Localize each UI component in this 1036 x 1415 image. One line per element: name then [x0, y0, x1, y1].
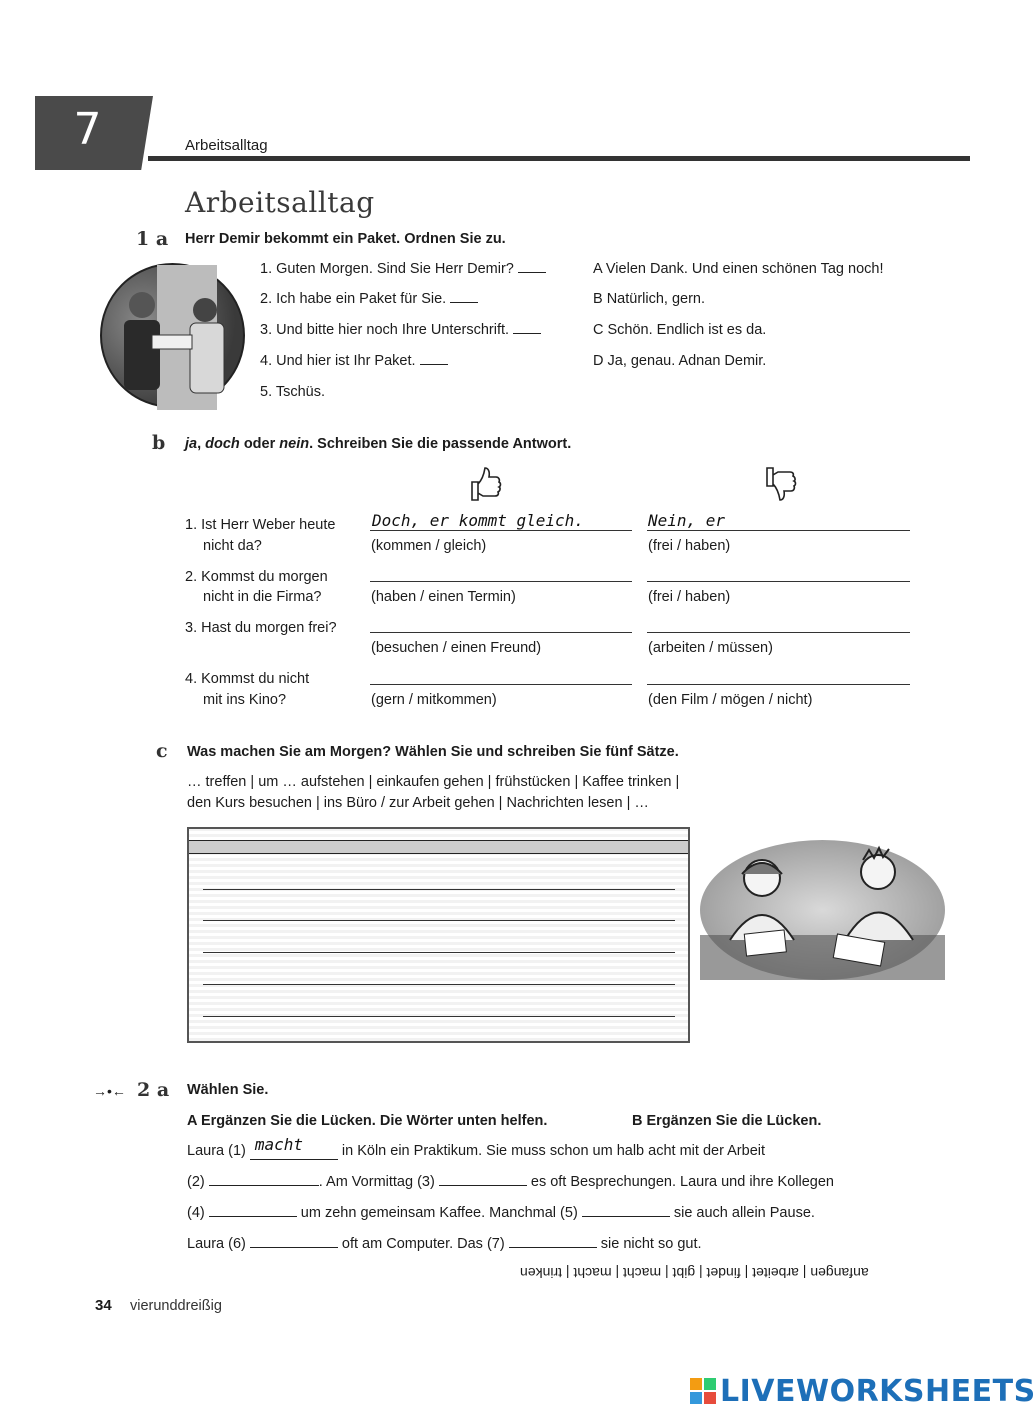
ex2a-blank-6[interactable]: [250, 1236, 338, 1248]
ex1b-hint-no-4: (den Film / mögen / nicht): [648, 692, 813, 708]
writing-line-4[interactable]: [203, 984, 675, 985]
ex1a-left-5: 5. Tschüs.: [260, 384, 326, 400]
level-arrows-icon: →•←: [93, 1083, 126, 1099]
upside-down-word-bank: anfangen | arbeitet | findet | gibt | macht | macht | trinken: [520, 1265, 869, 1281]
ex1b-q2-line2: nicht in die Firma?: [203, 589, 322, 605]
ex1b-q4-line2: mit ins Kino?: [203, 692, 287, 708]
ex1b-line-yes-2[interactable]: [370, 581, 632, 582]
exercise-2a-option-b[interactable]: B Ergänzen Sie die Lücken.: [632, 1113, 822, 1129]
ex1a-blank-3[interactable]: [513, 322, 541, 334]
writing-box[interactable]: [187, 827, 690, 1043]
exercise-1a-instruction: Herr Demir bekommt ein Paket. Ordnen Sie zu.: [185, 231, 506, 247]
ex2a-text-line-2: (2) . Am Vormittag (3) es oft Besprechungen. Laura und ihre Kollegen: [187, 1174, 834, 1190]
writing-line-1[interactable]: [203, 889, 675, 890]
ex1a-right-c: C Schön. Endlich ist es da.: [593, 322, 767, 338]
ex1b-hint-yes-1: (kommen / gleich): [371, 538, 487, 554]
ex1a-blank-2[interactable]: [450, 291, 478, 303]
ex1b-line-no-3[interactable]: [647, 632, 910, 633]
page-number-word: vierunddreißig: [130, 1298, 222, 1314]
ex2a-text-line-3: (4) um zehn gemeinsam Kaffee. Manchmal (5) sie auch allein Pause.: [187, 1205, 815, 1221]
ex1b-q3-line1: 3. Hast du morgen frei?: [185, 620, 337, 636]
ex2a-blank-1[interactable]: macht: [250, 1143, 338, 1160]
writing-box-header: [189, 840, 688, 854]
exercise-1b-instruction: ja, doch oder nein. Schreiben Sie die passende Antwort.: [185, 436, 572, 452]
writing-line-5[interactable]: [203, 1016, 675, 1017]
ex1b-line-no-4[interactable]: [647, 684, 910, 685]
ex2a-blank-4[interactable]: [209, 1205, 297, 1217]
ex2a-blank-5[interactable]: [582, 1205, 670, 1217]
ex2a-blank-7[interactable]: [509, 1236, 597, 1248]
ex1a-left-1: 1. Guten Morgen. Sind Sie Herr Demir?: [260, 261, 514, 277]
exercise-1b-number: b: [152, 432, 166, 454]
header-rule: [148, 156, 970, 161]
exercise-1c-number: c: [156, 740, 168, 762]
ex1b-line-no-1: [647, 530, 910, 531]
ex1b-q4-line1: 4. Kommst du nicht: [185, 671, 310, 687]
ex1a-left-4: 4. Und hier ist Ihr Paket.: [260, 353, 416, 369]
page-title: Arbeitsalltag: [185, 186, 375, 219]
ex1b-q1-line1: 1. Ist Herr Weber heute: [185, 517, 336, 533]
exercise-2a-instruction: Wählen Sie.: [187, 1082, 269, 1098]
ex1b-hint-no-1: (frei / haben): [648, 538, 731, 554]
ex1a-left-3: 3. Und bitte hier noch Ihre Unterschrift.: [260, 322, 510, 338]
ex1a-blank-4[interactable]: [420, 353, 448, 365]
writing-line-3[interactable]: [203, 952, 675, 953]
ex1b-line-yes-4[interactable]: [370, 684, 632, 685]
ex1b-line-yes-3[interactable]: [370, 632, 632, 633]
thumbs-up-icon: [464, 464, 500, 504]
ex2a-text-line-4: Laura (6) oft am Computer. Das (7) sie nicht so gut.: [187, 1236, 702, 1252]
ex1b-hint-no-2: (frei / haben): [648, 589, 731, 605]
exercise-2a-option-a[interactable]: A Ergänzen Sie die Lücken. Die Wörter unten helfen.: [187, 1113, 548, 1129]
delivery-photo: [100, 263, 245, 408]
ex2a-blank-3[interactable]: [439, 1174, 527, 1186]
ex1b-line-yes-1: [370, 530, 632, 531]
ex1a-right-d: D Ja, genau. Adnan Demir.: [593, 353, 767, 369]
ex1b-answer-yes-1[interactable]: Doch, er kommt gleich.: [372, 511, 584, 530]
page-number: 34: [95, 1297, 112, 1314]
writing-line-2[interactable]: [203, 920, 675, 921]
exercise-1a-number: 1 a: [136, 228, 169, 250]
liveworksheets-wordmark: LIVEWORKSHEETS: [720, 1373, 1036, 1409]
ex1c-options-line1: … treffen | um … aufstehen | einkaufen gehen | frühstücken | Kaffee trinken |: [187, 774, 680, 790]
delivery-scene-icon: [102, 265, 247, 410]
ex1b-hint-yes-3: (besuchen / einen Freund): [371, 640, 542, 656]
people-writing-illustration: [700, 840, 945, 980]
ex2a-blank-2[interactable]: [209, 1174, 319, 1186]
ex1b-q1-line2: nicht da?: [203, 538, 262, 554]
exercise-1c-instruction: Was machen Sie am Morgen? Wählen Sie und schreiben Sie fünf Sätze.: [187, 744, 679, 760]
liveworksheets-logo: [690, 1374, 1036, 1408]
ex1a-left-2: 2. Ich habe ein Paket für Sie.: [260, 291, 447, 307]
ex1b-hint-no-3: (arbeiten / müssen): [648, 640, 773, 656]
chapter-number: 7: [73, 104, 102, 155]
ex1b-hint-yes-4: (gern / mitkommen): [371, 692, 497, 708]
ex2a-text-line-1: Laura (1) macht in Köln ein Praktikum. Sie muss schon um halb acht mit der Arbeit: [187, 1135, 766, 1159]
header-title: Arbeitsalltag: [185, 137, 268, 154]
ex1b-hint-yes-2: (haben / einen Termin): [371, 589, 516, 605]
ex1a-right-a: A Vielen Dank. Und einen schönen Tag noch!: [593, 261, 884, 277]
ex1b-answer-no-1[interactable]: Nein, er: [648, 511, 726, 530]
writing-people-icon: [700, 840, 945, 980]
ex1b-line-no-2[interactable]: [647, 581, 910, 582]
ex1a-right-b: B Natürlich, gern.: [593, 291, 706, 307]
ex1b-q2-line1: 2. Kommst du morgen: [185, 569, 328, 585]
exercise-2a-number: 2 a: [137, 1079, 170, 1101]
ex1a-blank-1[interactable]: [518, 261, 546, 273]
liveworksheets-icon: [690, 1378, 716, 1404]
thumbs-down-icon: [759, 464, 795, 504]
ex1c-options-line2: den Kurs besuchen | ins Büro / zur Arbeit gehen | Nachrichten lesen | …: [187, 795, 649, 811]
